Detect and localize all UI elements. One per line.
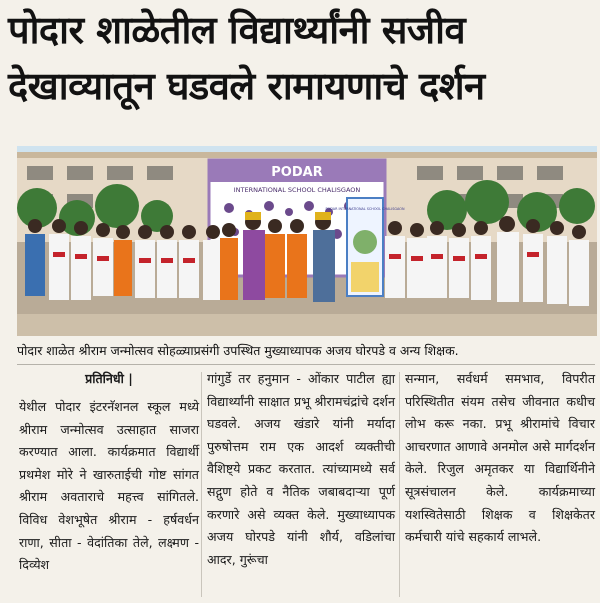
headline-line-1: पोदार शाळेतील विद्यार्थ्यांनी सजीव [8, 8, 466, 52]
school-event-photo [17, 146, 597, 336]
article-column-3 [405, 368, 595, 549]
news-photo [17, 146, 597, 336]
headline-line-2: देखाव्यातून घडवले रामायणाचे दर्शन [8, 64, 485, 108]
photo-caption: पोदार शाळेत श्रीराम जन्मोत्सव सोहळ्याप्रसंगी उपस्थित मुख्याध्यापक अजय घोरपडे व अन्य शिक्षक. [17, 343, 459, 358]
article-column-1 [19, 368, 199, 577]
banner-title: PODAR [271, 165, 323, 180]
standee-text: PODAR INTERNATIONAL SCHOOL CHALISGAON [325, 207, 405, 211]
article-paragraph-3: सन्मान, सर्वधर्म समभाव, विपरीत परिस्थितीत संयम तसेच जीवनात कधीच लोभ करू नका. प्रभू श्रीरामांचे विचार आचरणात आणावे अनमोल असे मार्गदर्शन केले. रिजुल अमृतकर या विद्यार्थिनीने सूत्रसंचालन केले. कार्यक्रमाच्या यशस्वितेसाठी शिक्षक व शिक्षकेतर कर्मचारी यांचे सहकार्य लाभले. [405, 371, 595, 545]
column-divider [399, 372, 400, 597]
column-divider [201, 372, 202, 597]
caption-divider [17, 364, 595, 365]
headline [8, 2, 592, 114]
byline: प्रतिनिधी | [85, 371, 133, 386]
article-paragraph-2: गांगुर्डे तर हनुमान - ओंकार पाटील ह्या विद्यार्थ्यांनी साक्षात प्रभू श्रीरामचंद्रांचे दर्शन घडवले. अजय खंडारे यांनी मर्यादा पुरुषोत्तम राम एक आदर्श व्यक्तीची वैशिष्ट्ये प्रकट करतात. त्यांच्यामध्ये सर्व सद्गुण होते व नैतिक जबाबदाऱ्या पूर्ण करणारे असे व्यक्त केले. मुख्याध्यापक अजय घोरपडे यांनी शौर्य, वडिलांचा आदर, गुरूंचा [207, 371, 395, 567]
banner-subtitle: INTERNATIONAL SCHOOL CHALISGAON [233, 186, 361, 194]
article-column-2 [207, 368, 395, 571]
article-paragraph-1: येथील पोदार इंटरनॅशनल स्कूल मध्ये श्रीराम जन्मोत्सव उत्साहात साजरा करण्यात आला. कार्यक्रमात विद्यार्थी प्रथमेश मोरे ने खारुताईची गोष्ट सांगत श्रीराम अवताराचे महत्त्व सांगितले. विविध वेशभूषेत श्रीराम - हर्षवर्धन राणा, सीता - वेदांतिका तेले, लक्ष्मण - दिव्येश [19, 399, 199, 573]
